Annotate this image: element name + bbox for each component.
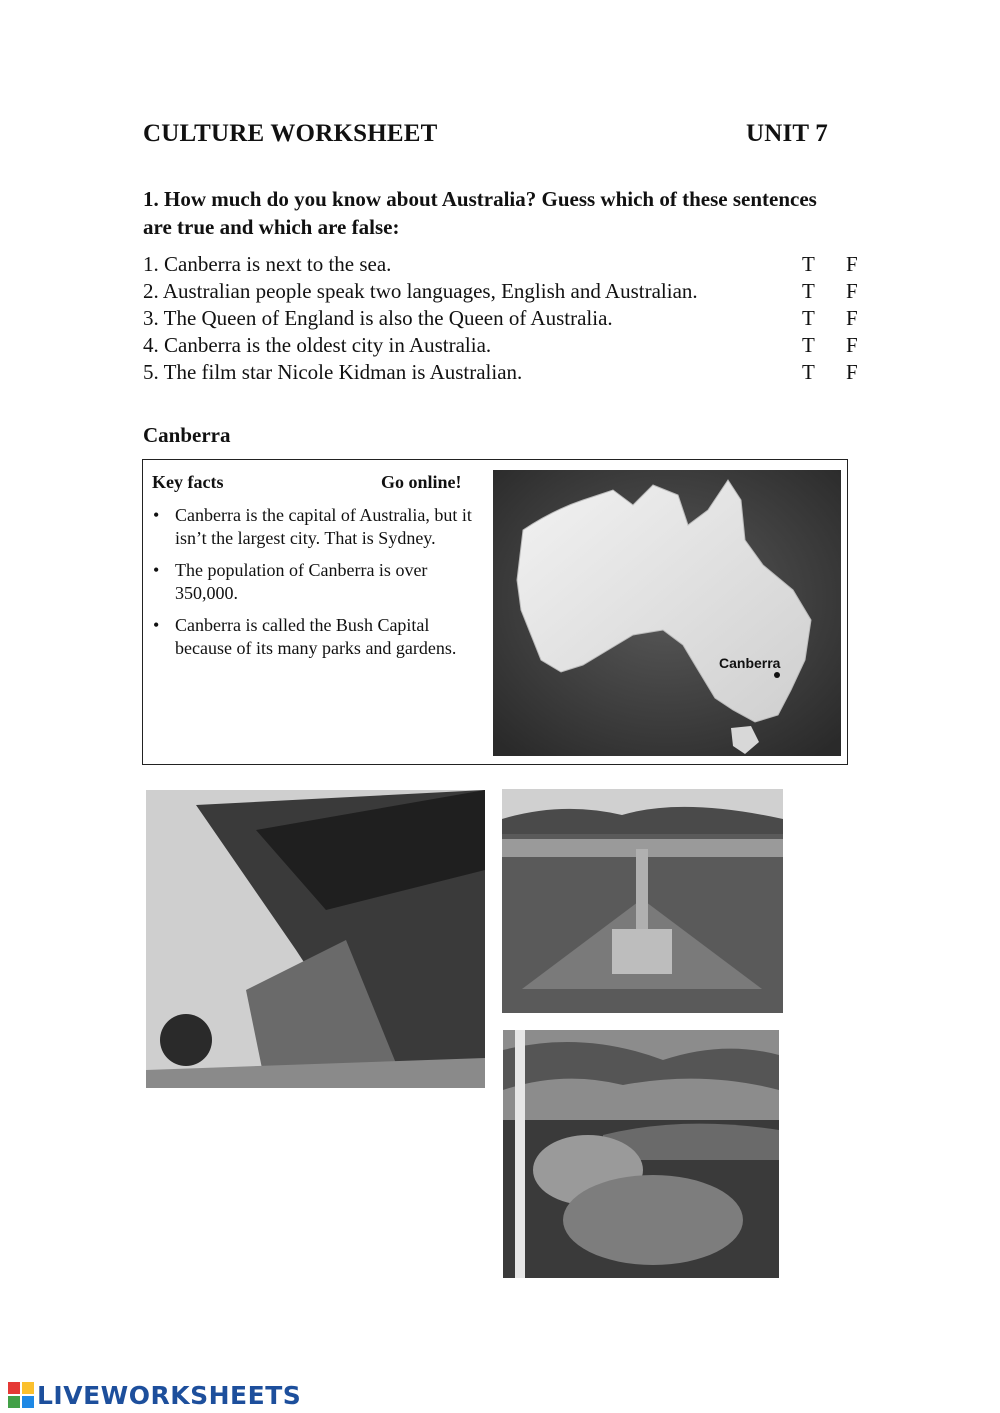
statement-row (143, 332, 863, 359)
section-title: Canberra (143, 423, 231, 447)
statement-row (143, 278, 863, 305)
false-option[interactable]: F (846, 279, 858, 303)
statement-row (143, 305, 863, 332)
brand-name: LIVEWORKSHEETS (37, 1380, 302, 1410)
false-option[interactable]: F (846, 360, 858, 384)
canberra-map-label: Canberra (719, 655, 781, 671)
statement-row (143, 359, 863, 386)
fact-item: • Canberra is the capital of Australia, but it isn’t the largest city. That is Sydney. (151, 504, 481, 550)
exercise-question: 1. How much do you know about Australia? Guess which of these sentences are true and which are false: (143, 187, 817, 239)
fact-item: • The population of Canberra is over 350,000. (151, 559, 481, 605)
statement-text: 1. Canberra is next to the sea. (143, 252, 392, 276)
true-option[interactable]: T (802, 279, 815, 303)
statement-row (143, 251, 863, 278)
true-option[interactable]: T (802, 306, 815, 330)
fact-item: • Canberra is called the Bush Capital because of its many parks and gardens. (151, 614, 481, 660)
liveworksheets-logo[interactable] (8, 1378, 301, 1412)
liveworksheets-logo-icon (8, 1382, 34, 1408)
false-option[interactable]: F (846, 333, 858, 357)
key-facts-label: Key facts (152, 472, 224, 492)
canberra-marker (774, 672, 780, 678)
unit-label: UNIT 7 (746, 120, 829, 147)
bush-landscape-photo (503, 1030, 779, 1278)
building-photo (146, 790, 485, 1088)
statement-text: 3. The Queen of England is also the Queen of Australia. (143, 306, 613, 330)
go-online-label: Go online! (381, 472, 462, 492)
statement-text: 5. The film star Nicole Kidman is Australian. (143, 360, 523, 384)
true-option[interactable]: T (802, 333, 815, 357)
true-option[interactable]: T (802, 252, 815, 276)
facts-list (151, 504, 481, 669)
statement-text: 2. Australian people speak two languages, English and Australian. (143, 279, 698, 303)
false-option[interactable]: F (846, 252, 858, 276)
statement-text: 4. Canberra is the oldest city in Australia. (143, 333, 492, 357)
worksheet-title: CULTURE WORKSHEET (143, 120, 438, 147)
true-option[interactable]: T (802, 360, 815, 384)
false-option[interactable]: F (846, 306, 858, 330)
key-facts-box (142, 459, 848, 765)
parliament-aerial-photo (502, 789, 783, 1013)
australia-map (493, 470, 841, 756)
